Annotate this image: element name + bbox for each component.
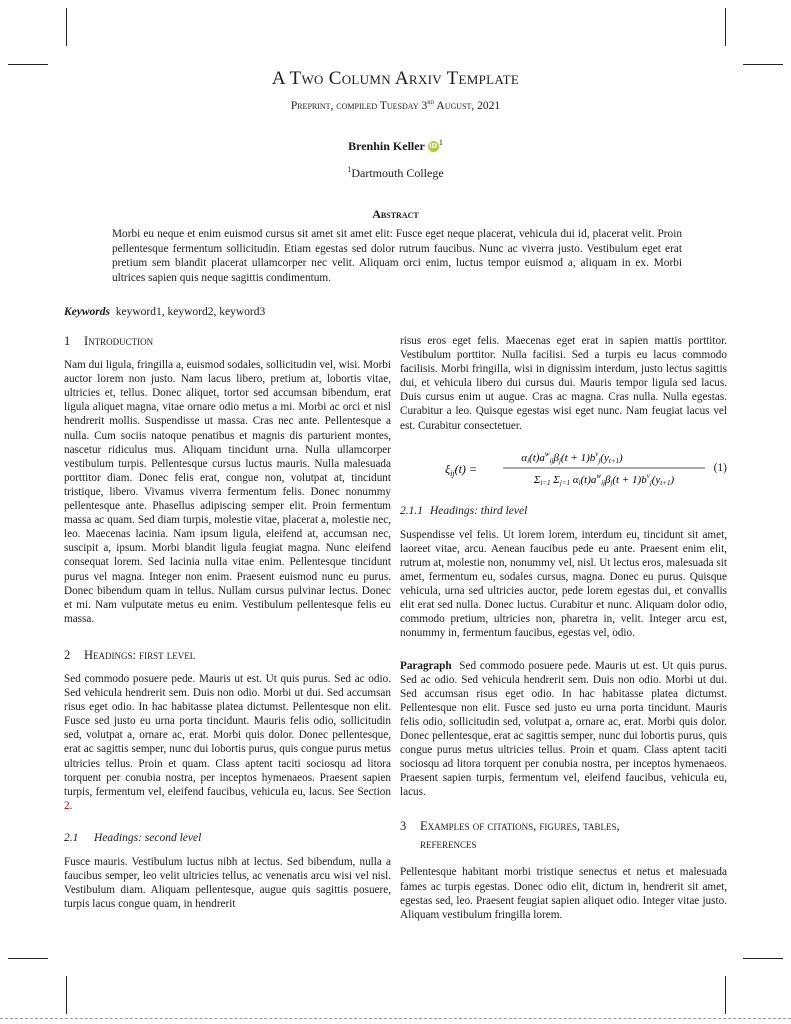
subsection-number: 2.1: [64, 831, 79, 844]
paper-title: A Two Column Arxiv Template: [271, 68, 520, 89]
subsubsection-title: Headings: third level: [430, 504, 528, 517]
equation-number: (1): [713, 461, 727, 474]
svg-text:Σi=1 Σj=1 αi(t)awijβj(t + 1)bv: Σi=1 Σj=1 $\alpha i(t)a^w_{ij}\beta j(t + 1)b^v_j(yt+1)$: [533, 471, 675, 487]
subtitle-ordinal: rd: [427, 98, 435, 106]
subsection-heading: [64, 831, 391, 845]
crop-mark: [725, 8, 726, 46]
svg-text:ξij(t) =: $\xi_{ij}(t)$ =: [445, 461, 478, 478]
paragraph-text: Sed commodo posuere pede. Mauris ut est. Ut quis purus. Sed ac odio. Sed vehicula hendrerit sem. Duis non odio. Morbi ut dui. Sed accumsan risus eget odio. In hac habitasse platea dictumst. Pellentesque non elit. Fusce sed justo eu urna porta tincidunt. Mauris felis odio, sollicitudin sed, volutpat a, ornare ac, erat. Morbi quis dolor. Donec pellentesque, erat ac sagittis semper, nunc dui lobortis purus, quis congue purus metus ultricies tellus. Proin et quam. Class aptent taciti sociosqu ad litora torquent per conubia nostra, per inceptos hymenaeos. Praesent sapien turpis, fermentum vel, eleifend faucibus, vehicula eu, lacus. See Section: [64, 672, 391, 798]
crop-mark: [743, 64, 783, 65]
section-title: Examples of citations, figures, tables,: [420, 819, 620, 834]
keywords-text: keyword1, keyword2, keyword3: [115, 306, 266, 318]
paragraph: risus eros eget felis. Maecenas eget erat in sapien mattis porttitor. Vestibulum porttitor. Nulla facilisi. Sed a turpis eu lacus commodo facilisis. Morbi fringilla, wisi in dignissim interdum, justo lectus sagittis dui, et vehicula libero dui cursus dui. Mauris tempor ligula sed lacus. Duis cursus enim ut augue. Cras ac magna. Cras nulla. Nulla egestas. Curabitur a leo. Quisque egestas wisi eget nunc. Nam feugiat lacus vel est. Curabitur consectetuer.: [400, 335, 727, 432]
subsubsection-number: 2.1.1: [400, 504, 423, 517]
subtitle-text: August, 2021: [434, 99, 501, 112]
section-heading: [64, 334, 391, 348]
section-title: references: [420, 837, 477, 852]
paragraph: [400, 659, 727, 800]
crop-mark: [8, 958, 48, 959]
crop-mark: [66, 976, 67, 1014]
subtitle-text: Preprint, compiled Tuesday 3: [290, 99, 428, 112]
section-heading: [64, 648, 391, 662]
paragraph-heading: Paragraph: [400, 659, 452, 672]
author-affil-mark: 1: [438, 138, 443, 147]
section-number: 1: [64, 334, 71, 348]
author-name: Brenhin Keller: [348, 139, 425, 153]
section-heading: [400, 817, 727, 853]
subsubsection-heading: [400, 504, 727, 518]
section-reference-link[interactable]: 2: [64, 799, 70, 812]
paragraph: Nam dui ligula, fringilla a, euismod sodales, sollicitudin vel, wisi. Morbi auctor lorem non justo. Nam lacus libero, pretium at, lobortis vitae, ultricies et, tellus. Donec aliquet, tortor sed accumsan bibendum, erat ligula aliquet magna, vitae ornare odio metus a mi. Morbi ac orci et nisl hendrerit mollis. Suspendisse ut massa. Cras nec ante. Pellentesque a nulla. Cum sociis natoque penatibus et magnis dis parturient montes, nascetur ridiculus mus. Aliquam tincidunt urna. Nulla ullamcorper vestibulum turpis. Pellentesque cursus luctus mauris. Nulla malesuada porttitor diam. Donec felis erat, congue non, volutpat at, tincidunt tristique, libero. Vivamus viverra fermentum felis. Donec nonummy pellentesque ante. Phasellus adipiscing semper elit. Proin fermentum massa ac quam. Sed diam turpis, molestie vitae, placerat a, molestie nec, leo. Maecenas lacinia. Nam ipsum ligula, eleifend at, accumsan nec, suscipit a, ipsum. Morbi blandit ligula feugiat magna. Nunc eleifend consequat lorem. Sed lacinia nulla vitae enim. Pellentesque tincidunt purus vel magna. Integer non enim. Praesent euismod nunc eu purus. Donec bibendum quam in tellus. Nullam cursus pulvinar lectus. Donec et mi. Nam vulputate metus eu enim. Vestibulum pellentesque felis eu massa.: [64, 359, 391, 625]
orcid-icon[interactable]: iD: [429, 142, 438, 150]
affiliation-name: Dartmouth College: [351, 166, 444, 180]
keywords: [64, 306, 265, 318]
left-column: [64, 334, 391, 911]
paragraph: [64, 672, 391, 813]
paragraph-text: Sed commodo posuere pede. Mauris ut est. Ut quis purus. Sed ac odio. Sed vehicula hendrerit sem. Duis non odio. Morbi ut dui. Sed accumsan risus eget odio. In hac habitasse platea dictumst. Pellentesque non elit. Fusce sed justo eu urna porta tincidunt. Mauris felis odio, sollicitudin sed, volutpat a, ornare ac, erat. Morbi quis dolor. Donec pellentesque, erat ac sagittis semper, nunc dui lobortis purus, quis congue purus metus ultricies tellus. Proin et quam. Class aptent taciti sociosqu ad litora torquent per conubia nostra, per inceptos hymenaeos. Praesent sapien turpis, fermentum vel, eleifend faucibus, vehicula eu, lacus.: [400, 659, 727, 799]
author-line: [0, 138, 791, 154]
paper-subtitle: [0, 98, 791, 112]
paragraph: Pellentesque habitant morbi tristique senectus et netus et malesuada fames ac turpis egestas. Donec odio elit, dictum in, hendrerit sit amet, egestas sed, leo. Praesent feugiat sapien aliquet odio. Integer vitae justo. Aliquam vestibulum fringilla lorem.: [400, 866, 727, 921]
page-break-line: [0, 1018, 791, 1019]
subsection-title: Headings: second level: [94, 831, 202, 844]
affil-mark: 1: [347, 165, 352, 174]
section-title: Headings: first level: [84, 647, 196, 662]
crop-mark: [725, 976, 726, 1014]
svg-text:αi(t)awijβj(t + 1)bvj(yt+1): $\alpha i(t)a^w_{ij}\beta j(t + 1)b^v_j(yt+1)$: [521, 449, 623, 465]
paragraph-text: .: [69, 799, 73, 812]
keywords-label: Keywords: [64, 306, 110, 318]
paragraph: Fusce mauris. Vestibulum luctus nibh at lectus. Sed bibendum, nulla a faucibus semper, leo velit ultricies tellus, ac venenatis arcu wisi vel nisl. Vestibulum diam. Aliquam pellentesque, augue quis sagittis posuere, turpis lacus congue quam, in hendrerit: [64, 856, 391, 911]
equation-formula: [445, 446, 705, 490]
paragraph: Suspendisse vel felis. Ut lorem lorem, interdum eu, tincidunt sit amet, laoreet vitae, arcu. Aenean faucibus pede eu ante. Praesent enim elit, rutrum at, molestie non, nonummy vel, nisl. Ut lectus eros, malesuada sit amet, fermentum eu, sodales cursus, magna. Donec eu purus. Quisque vehicula, urna sed ultricies auctor, pede lorem egestas dui, et convallis elit erat sed nulla. Donec luctus. Curabitur et nunc. Aliquam dolor odio, commodo pretium, ultricies non, pharetra in, velit. Integer arcu est, nonummy in, fermentum faucibus, egestas vel, odio.: [400, 528, 727, 640]
equation: [400, 446, 727, 490]
section-number: 3: [400, 819, 407, 834]
crop-mark: [743, 958, 783, 959]
crop-mark: [66, 8, 67, 46]
crop-mark: [8, 64, 48, 65]
affiliation: [0, 165, 791, 181]
section-number: 2: [64, 647, 71, 662]
abstract-text: Morbi eu neque et enim euismod cursus sit amet sit amet elit: Fusce eget neque placerat, vehicula dui id, placerat velit. Proin pellentesque fermentum sollicitudin. Etiam egestas sed dolor rutrum faucibus. Nunc ac viverra justo. Vestibulum eget erat pretium sem blandit placerat ullamcorper nec velit. Aliquam orci enim, luctus tempor euismod a, aliquam in ex. Morbi ultrices sapien quis neque sagittis condimentum.: [112, 228, 682, 284]
abstract-heading: Abstract: [372, 207, 419, 221]
section-title: Introduction: [84, 334, 154, 348]
right-column: [400, 334, 727, 922]
